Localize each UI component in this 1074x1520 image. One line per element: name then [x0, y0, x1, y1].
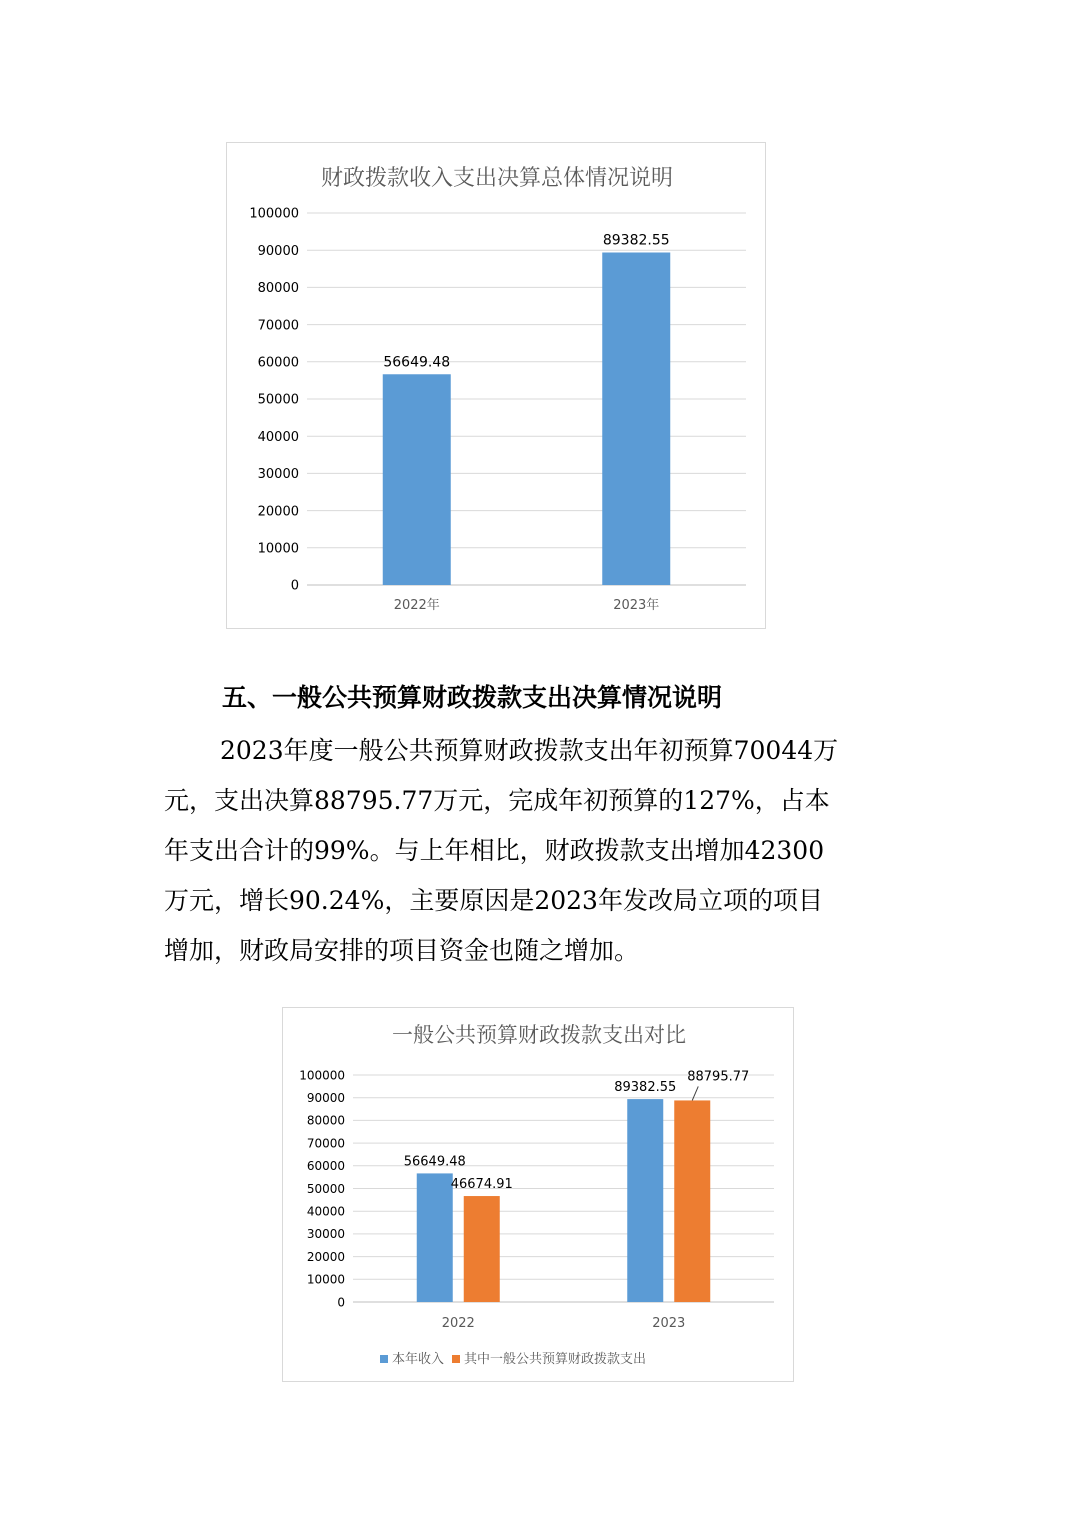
x-tick-label: 2023年: [613, 598, 660, 613]
y-tick-label: 30000: [306, 1227, 345, 1242]
y-tick-label: 0: [290, 578, 299, 594]
data-label: 56649.48: [403, 1154, 466, 1170]
chart-1-svg: [227, 143, 767, 630]
y-tick-label: 20000: [257, 504, 299, 520]
y-tick-label: 10000: [306, 1272, 345, 1287]
chart-title: 财政拨款收入支出决算总体情况说明: [320, 166, 674, 191]
y-tick-label: 50000: [306, 1181, 345, 1196]
paragraph-line-1: 2023年度一般公共预算财政拨款支出年初预算70044万: [220, 736, 839, 765]
chart-2-svg: [283, 1008, 795, 1383]
chart-title: 一般公共预算财政拨款支出对比: [392, 1023, 686, 1047]
data-label: 89382.55: [602, 232, 670, 249]
y-tick-label: 20000: [306, 1249, 345, 1264]
data-label: 88795.77: [687, 1069, 750, 1085]
legend-label: 其中一般公共预算财政拨款支出: [464, 1352, 647, 1367]
y-tick-label: 70000: [257, 318, 299, 334]
section-paragraph: [164, 726, 916, 976]
bar: [464, 1196, 500, 1302]
y-tick-label: 30000: [257, 467, 299, 483]
x-tick-label: 2022年: [393, 598, 440, 613]
y-tick-label: 60000: [257, 355, 299, 371]
paragraph-line-4: 万元，增长90.24%，主要原因是2023年发改局立项的项目: [164, 886, 823, 915]
y-tick-label: 100000: [249, 206, 299, 222]
x-tick-label: 2022: [441, 1316, 475, 1331]
y-tick-label: 10000: [257, 541, 299, 557]
chart-income-expenditure-overview: [226, 142, 766, 629]
legend-swatch: [380, 1355, 388, 1363]
y-tick-label: 70000: [306, 1136, 345, 1151]
x-tick-label: 2023: [652, 1316, 686, 1331]
bar: [602, 252, 670, 585]
y-tick-label: 80000: [257, 281, 299, 297]
y-tick-label: 60000: [306, 1159, 345, 1174]
data-label: 56649.48: [383, 354, 451, 371]
section-heading: 五、一般公共预算财政拨款支出决算情况说明: [222, 683, 723, 712]
y-tick-label: 90000: [257, 243, 299, 259]
y-tick-label: 100000: [299, 1068, 345, 1083]
bar: [674, 1100, 710, 1302]
legend-label: 本年收入: [392, 1352, 445, 1367]
data-label: 89382.55: [614, 1080, 677, 1096]
legend-swatch: [452, 1355, 460, 1363]
data-label-leader: [692, 1086, 698, 1100]
y-tick-label: 40000: [306, 1204, 345, 1219]
bar: [383, 374, 451, 585]
paragraph-line-3: 年支出合计的99%。与上年相比，财政拨款支出增加42300: [164, 836, 825, 865]
y-tick-label: 40000: [257, 429, 299, 445]
y-tick-label: 80000: [306, 1113, 345, 1128]
bar: [627, 1099, 663, 1302]
paragraph-line-5: 增加，财政局安排的项目资金也随之增加。: [164, 936, 640, 965]
data-label: 46674.91: [450, 1177, 513, 1193]
y-tick-label: 50000: [257, 392, 299, 408]
chart-general-budget-comparison: [282, 1007, 794, 1382]
paragraph-line-2: 元，支出决算88795.77万元，完成年初预算的127%，占本: [164, 786, 830, 815]
y-tick-label: 0: [337, 1295, 345, 1310]
y-tick-label: 90000: [306, 1091, 345, 1106]
bar: [417, 1173, 453, 1302]
